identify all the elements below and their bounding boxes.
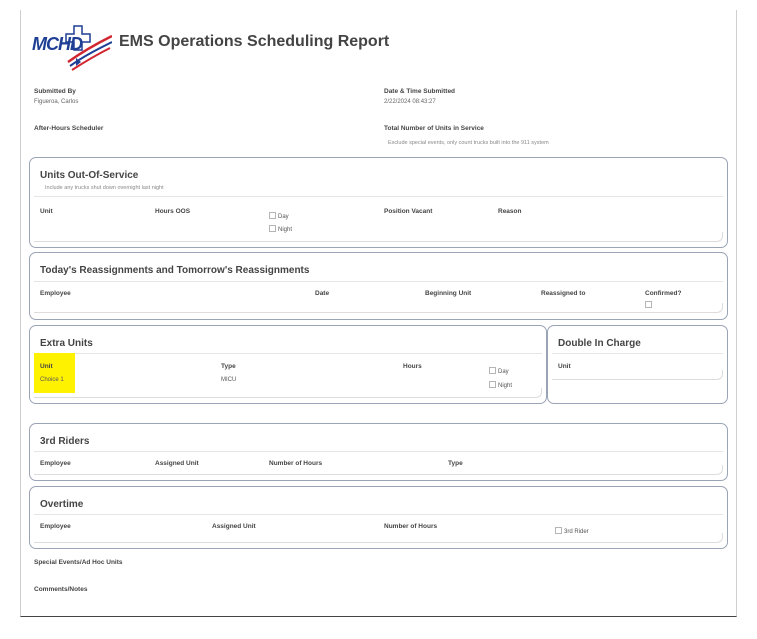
units-oos-panel <box>29 157 728 248</box>
double-in-charge-title: Double In Charge <box>558 338 641 349</box>
col-reassigned-to: Reassigned to <box>541 290 586 297</box>
col-unit: Unit <box>558 363 571 370</box>
col-unit: Unit <box>40 208 53 215</box>
section-divider <box>34 281 723 282</box>
col-hours-oos: Hours OOS <box>155 208 191 215</box>
extra-units-title: Extra Units <box>40 338 93 349</box>
col-number-of-hours: Number of Hours <box>269 460 323 467</box>
section-divider <box>34 451 723 452</box>
col-reason: Reason <box>498 208 522 215</box>
day-checkbox[interactable]: Day <box>489 367 509 375</box>
day-checkbox[interactable]: Day <box>269 212 289 220</box>
third-riders-panel <box>29 423 728 481</box>
submitted-by-value: Figueroa, Carlos <box>34 99 79 105</box>
checkbox-box[interactable] <box>489 381 496 388</box>
col-assigned-unit: Assigned Unit <box>212 523 256 530</box>
row-underline <box>34 303 723 313</box>
third-riders-title: 3rd Riders <box>40 436 90 447</box>
col-type: Type <box>448 460 463 467</box>
comments-notes-label: Comments/Notes <box>34 586 88 593</box>
checkbox-box[interactable] <box>269 225 276 232</box>
row-underline <box>34 465 723 475</box>
night-checkbox[interactable]: Night <box>489 381 512 389</box>
double-in-charge-panel <box>547 325 728 404</box>
row-underline <box>552 370 723 380</box>
extra-units-panel <box>29 325 547 404</box>
section-divider <box>34 196 723 197</box>
col-unit: Unit <box>40 363 53 370</box>
after-hours-label: After-Hours Scheduler <box>34 125 104 132</box>
logo-text: MCHD <box>32 34 82 54</box>
checkbox-box[interactable] <box>489 367 496 374</box>
col-confirmed: Confirmed? <box>645 290 682 297</box>
date-submitted-value: 2/22/2024 08:43:27 <box>384 99 436 105</box>
checkbox-box[interactable] <box>269 212 276 219</box>
row-underline <box>34 388 542 398</box>
col-beginning-unit: Beginning Unit <box>425 290 472 297</box>
date-submitted-label: Date & Time Submitted <box>384 88 456 95</box>
col-employee: Employee <box>40 460 71 467</box>
total-units-hint: Exclude special events, only count trucks built into the 911 system <box>388 140 549 146</box>
units-oos-title: Units Out-Of-Service <box>40 170 139 181</box>
section-divider <box>34 514 723 515</box>
submitted-by-label: Submitted By <box>34 88 76 95</box>
unit-highlight <box>34 353 75 393</box>
col-type: Type <box>221 363 236 370</box>
night-checkbox[interactable]: Night <box>269 225 292 233</box>
col-employee: Employee <box>40 523 71 530</box>
section-divider <box>34 353 542 354</box>
col-assigned-unit: Assigned Unit <box>155 460 199 467</box>
reassignments-title: Today's Reassignments and Tomorrow's Reassignments <box>40 265 310 276</box>
special-events-label: Special Events/Ad Hoc Units <box>34 559 123 566</box>
col-number-of-hours: Number of Hours <box>384 523 438 530</box>
type-value[interactable]: MICU <box>221 377 237 383</box>
page-title: EMS Operations Scheduling Report <box>119 33 390 50</box>
units-oos-hint: Include any trucks shut down overnight last night <box>45 185 164 191</box>
col-hours: Hours <box>403 363 422 370</box>
overtime-panel <box>29 486 728 549</box>
col-date: Date <box>315 290 330 297</box>
reassignments-panel <box>29 252 728 320</box>
total-units-label: Total Number of Units in Service <box>384 125 484 132</box>
section-divider <box>552 353 723 354</box>
row-underline <box>34 232 723 242</box>
col-position-vacant: Position Vacant <box>384 208 433 215</box>
overtime-title: Overtime <box>40 499 84 510</box>
unit-select-value[interactable]: Choice 1 <box>40 377 64 383</box>
third-rider-checkbox[interactable]: 3rd Rider <box>555 527 589 535</box>
mchd-logo <box>32 22 112 72</box>
row-underline <box>34 533 723 543</box>
col-employee: Employee <box>40 290 71 297</box>
